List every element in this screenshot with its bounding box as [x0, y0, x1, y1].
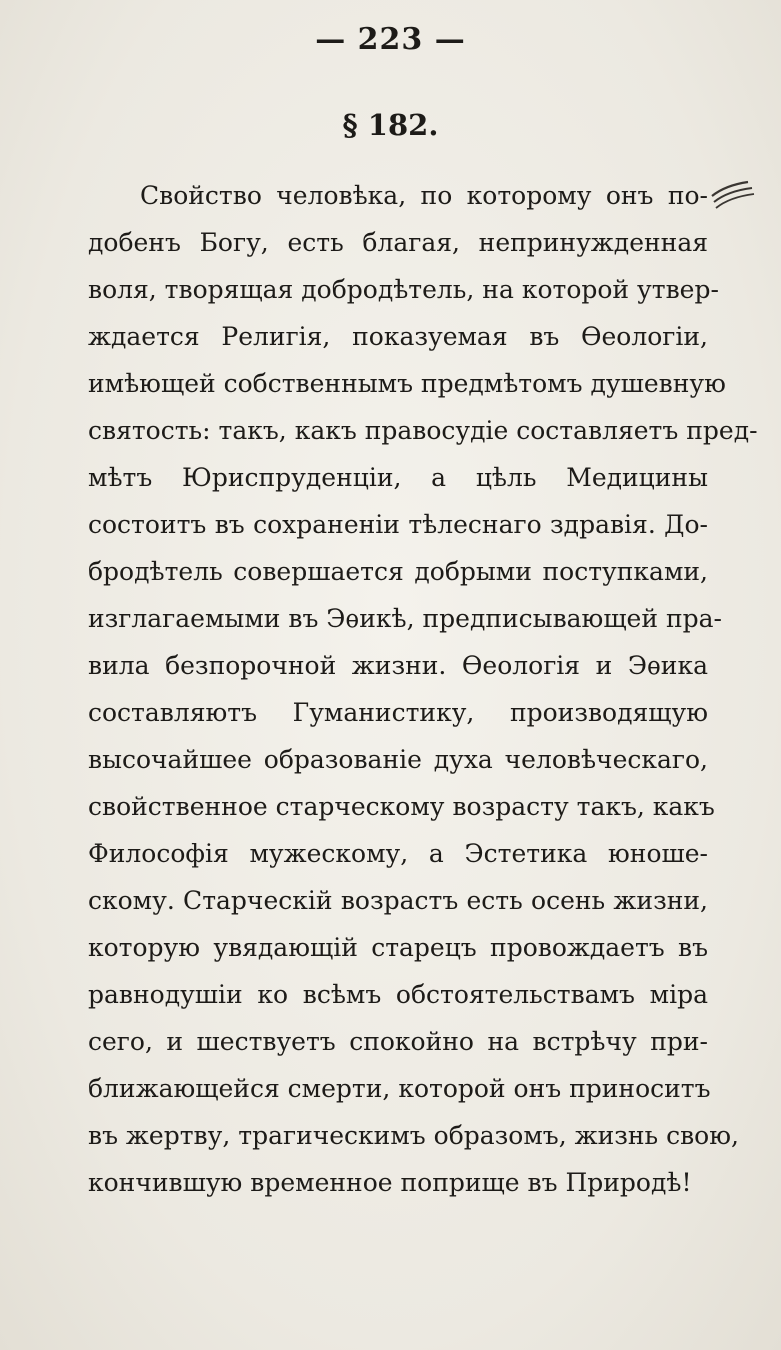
text-line: имѣющей собственнымъ предмѣтомъ душевную	[88, 369, 726, 398]
text-line: составляютъ Гуманистику, производящую	[88, 698, 708, 727]
text-line: бродѣтель совершается добрыми поступками,	[88, 557, 708, 586]
text-line: состоитъ въ сохраненіи тѣлеснаго здравія. До-	[88, 510, 708, 539]
text-line: ждается Религія, показуемая въ Ѳеологіи,	[88, 322, 708, 351]
text-line: кончившую временное поприще въ Природѣ!	[88, 1168, 692, 1197]
text-line: высочайшее образованіе духа человѣческаго,	[88, 745, 708, 774]
paragraph	[88, 172, 758, 1206]
text-line: въ жертву, трагическимъ образомъ, жизнь свою,	[88, 1121, 739, 1150]
text-line: ближающейся смерти, которой онъ приноситъ	[88, 1074, 711, 1103]
text-line: мѣтъ Юриспруденціи, а цѣль Медицины	[88, 463, 708, 492]
text-line: святость: такъ, какъ правосудіе составляетъ пред-	[88, 416, 758, 445]
text-line: свойственное старческому возрасту такъ, какъ	[88, 792, 715, 821]
section-heading: § 182.	[342, 108, 439, 142]
pen-mark-icon	[708, 178, 756, 212]
text-line: скому. Старческій возрастъ есть осень жизни,	[88, 886, 708, 915]
text-line: которую увядающій старецъ провождаетъ въ	[88, 933, 708, 962]
text-line: Свойство человѣка, по которому онъ по-	[140, 181, 708, 210]
text-line: вила безпорочной жизни. Ѳеологія и Эѳика	[88, 651, 708, 680]
text-line: воля, творящая добродѣтель, на которой утвер-	[88, 275, 719, 304]
text-line: изглагаемыми въ Эѳикѣ, предписывающей пра-	[88, 604, 722, 633]
page-number-header: — 223 —	[315, 22, 466, 57]
text-line: равнодушіи ко всѣмъ обстоятельствамъ міра	[88, 980, 708, 1009]
text-line: добенъ Богу, есть благая, непринужденная	[88, 228, 708, 257]
text-line: Философія мужескому, а Эстетика юноше-	[88, 839, 708, 868]
text-line: сего, и шествуетъ спокойно на встрѣчу при-	[88, 1027, 708, 1056]
